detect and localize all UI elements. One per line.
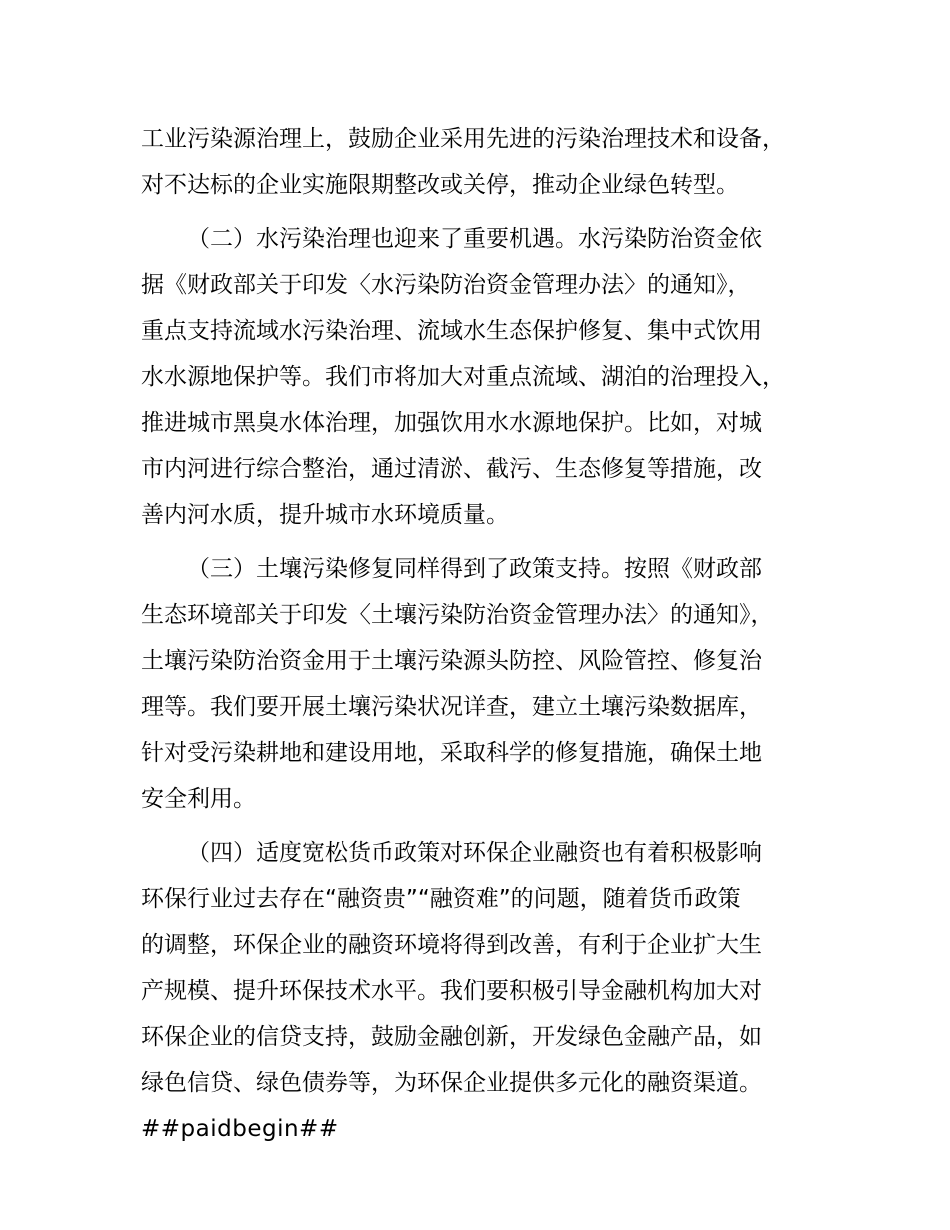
text-line: 针对受污染耕地和建设用地，采取科学的修复措施，确保土地 [141, 740, 762, 766]
text-line-first: （四）适度宽松货币政策对环保企业融资也有着积极影响 [187, 840, 762, 866]
text-line: 据《财政部关于印发〈水污染防治资金管理办法〉的通知》， [141, 272, 751, 298]
text-line: 对不达标的企业实施限期整改或关停，推动企业绿色转型。 [141, 172, 739, 198]
paragraph-gap [141, 538, 841, 546]
text-line: 市内河进行综合整治，通过清淤、截污、生态修复等措施，改 [141, 456, 762, 482]
text-line: 绿色信贷、绿色债券等，为环保企业提供多元化的融资渠道。 [141, 1070, 762, 1096]
document-body [141, 116, 841, 1152]
text-line-first: （三）土壤污染修复同样得到了政策支持。按照《财政部 [187, 556, 762, 582]
text-line: 水水源地保护等。我们市将加大对重点流域、湖泊的治理投入， [141, 364, 785, 390]
paragraph-monetary-policy [141, 830, 841, 1106]
paragraph-soil-pollution [141, 546, 841, 822]
paragraph-gap [141, 208, 841, 216]
text-line: 土壤污染防治资金用于土壤污染源头防控、风险管控、修复治 [141, 648, 762, 674]
paragraph-water-pollution [141, 216, 841, 538]
paid-begin-marker: ##paidbegin## [141, 1116, 339, 1142]
text-line: 推进城市黑臭水体治理，加强饮用水水源地保护。比如，对城 [141, 410, 762, 436]
text-line: 工业污染源治理上，鼓励企业采用先进的污染治理技术和设备， [141, 126, 785, 152]
text-line: 环保行业过去存在“融资贵”“融资难”的问题，随着货币政策 [141, 886, 741, 912]
text-line: 重点支持流域水污染治理、流域水生态保护修复、集中式饮用 [141, 318, 762, 344]
text-line: 理等。我们要开展土壤污染状况详查，建立土壤污染数据库， [141, 694, 762, 720]
text-line: 善内河水质，提升城市水环境质量。 [141, 502, 509, 528]
text-line-first: （二）水污染治理也迎来了重要机遇。水污染防治资金依 [187, 226, 762, 252]
text-line: 的调整，环保企业的融资环境将得到改善，有利于企业扩大生 [141, 932, 762, 958]
text-line: 环保企业的信贷支持，鼓励金融创新，开发绿色金融产品，如 [141, 1024, 762, 1050]
text-line: 生态环境部关于印发〈土壤污染防治资金管理办法〉的通知》， [141, 602, 774, 628]
text-line: 产规模、提升环保技术水平。我们要积极引导金融机构加大对 [141, 978, 762, 1004]
paragraph-gap [141, 822, 841, 830]
text-line: 安全利用。 [141, 786, 256, 812]
paragraph-industrial-pollution [141, 116, 841, 208]
